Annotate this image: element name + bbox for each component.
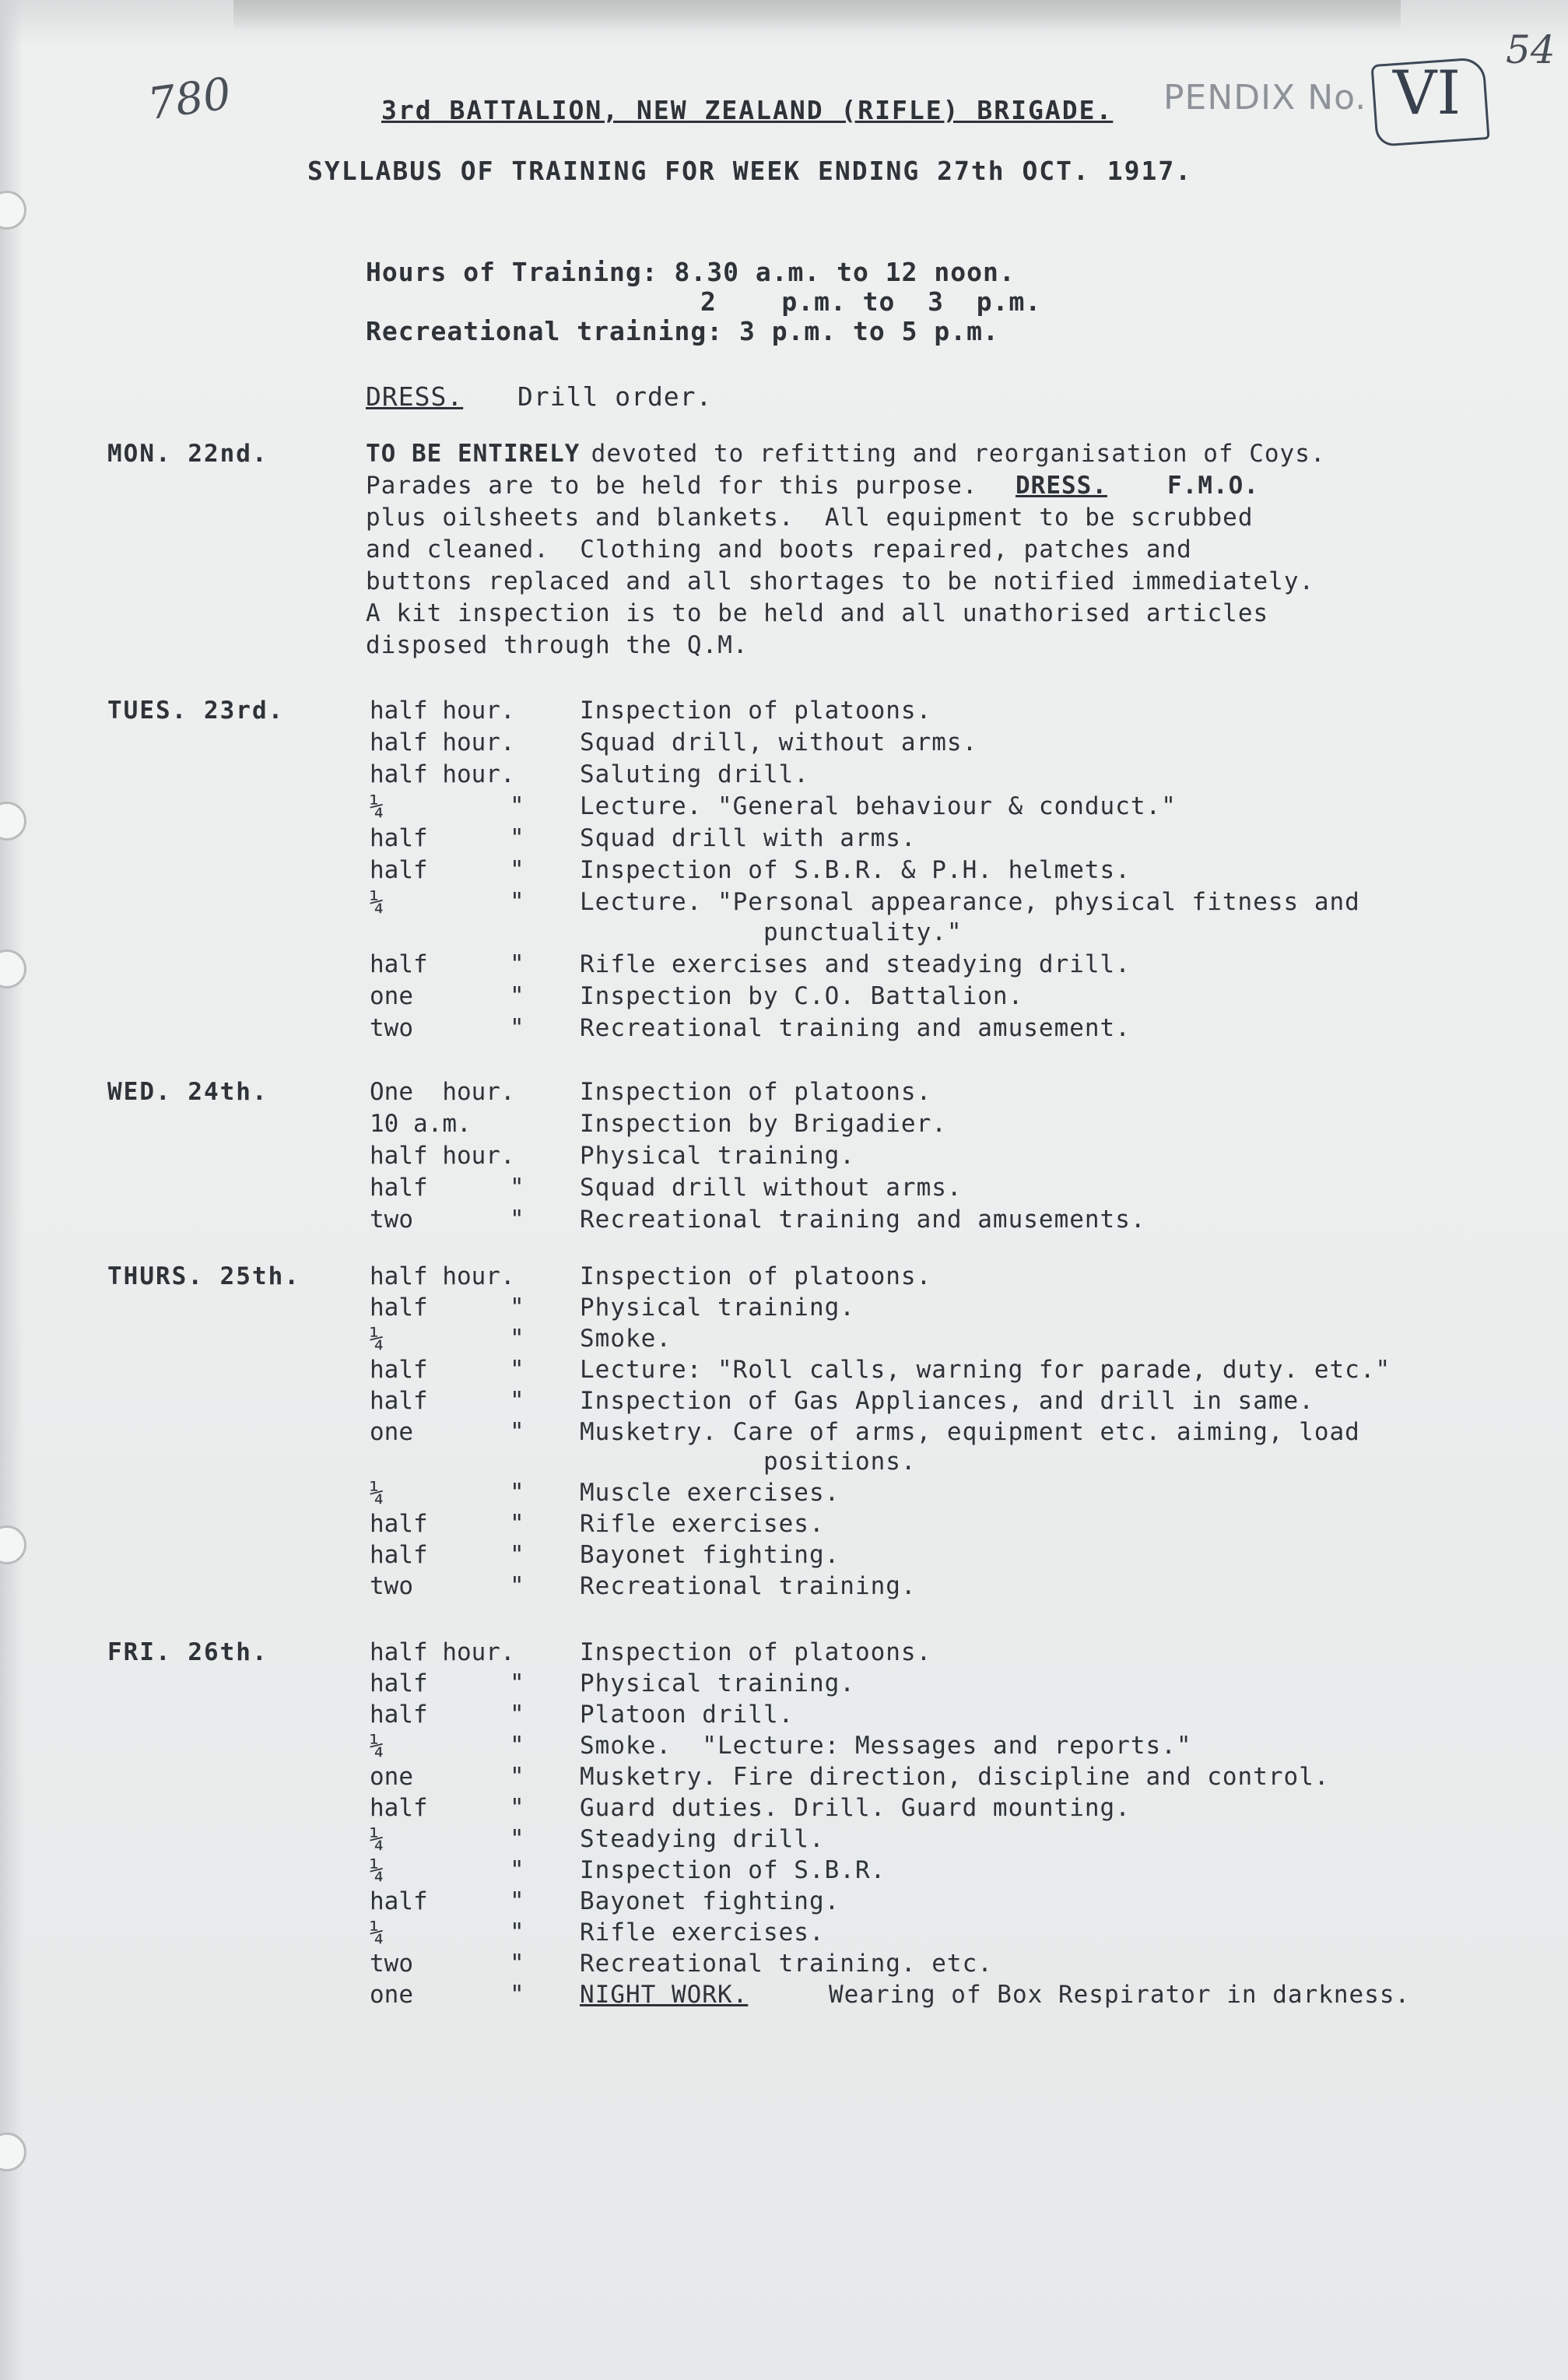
ditto-mark: " (510, 1701, 524, 1729)
activity: Steadying drill. (580, 1825, 825, 1853)
duration: one (370, 1763, 413, 1791)
activity: Inspection of platoons. (580, 1262, 932, 1290)
activity: Inspection of platoons. (580, 1638, 932, 1666)
monday-line: plus oilsheets and blankets. All equipment to be scrubbed (366, 504, 1254, 532)
ditto-mark: " (510, 1387, 524, 1415)
monday-line: A kit inspection is to be held and all unathorised articles (366, 599, 1269, 627)
ditto-mark: " (510, 824, 524, 852)
day-friday: FRI. 26th. (107, 1638, 268, 1666)
activity: Physical training. (580, 1669, 855, 1697)
activity: Inspection by Brigadier. (580, 1110, 947, 1138)
activity: Wearing of Box Respirator in darkness. (829, 1981, 1411, 2009)
duration: half hour. (370, 760, 515, 788)
ditto-mark: " (510, 888, 524, 916)
ditto-mark: " (510, 1732, 524, 1760)
duration: half (370, 1794, 428, 1822)
ditto-mark: " (510, 1174, 524, 1202)
activity: Inspection by C.O. Battalion. (580, 982, 1024, 1010)
monday-line: buttons replaced and all shortages to be notified immediately. (366, 567, 1315, 595)
monday-lead: TO BE ENTIRELY (366, 440, 581, 468)
activity: Musketry. Fire direction, discipline and control. (580, 1763, 1330, 1791)
duration: half hour. (370, 697, 515, 725)
page-subtitle: SYLLABUS OF TRAINING FOR WEEK ENDING 27th OCT. 1917. (307, 156, 1193, 186)
duration: ¼ (370, 1479, 384, 1507)
duration: half (370, 1510, 428, 1538)
duration: two (370, 1014, 413, 1042)
activity: Smoke. "Lecture: Messages and reports." (580, 1732, 1192, 1760)
duration: ¼ (370, 1918, 384, 1946)
top-shadow-band (233, 0, 1401, 31)
duration: half (370, 950, 428, 978)
activity: Inspection of platoons. (580, 697, 932, 725)
duration: half hour. (370, 1638, 515, 1666)
activity: Inspection of S.B.R. (580, 1856, 886, 1884)
ditto-mark: " (510, 1794, 524, 1822)
duration: ¼ (370, 1732, 384, 1760)
activity: Squad drill with arms. (580, 824, 917, 852)
ditto-mark: " (510, 1981, 524, 2009)
duration: one (370, 1418, 413, 1446)
activity: Lecture. "General behaviour & conduct." (580, 792, 1177, 820)
activity: Muscle exercises. (580, 1479, 840, 1507)
ditto-mark: " (510, 1356, 524, 1384)
duration: half (370, 1701, 428, 1729)
activity: Physical training. (580, 1142, 855, 1170)
ditto-mark: " (510, 1669, 524, 1697)
ditto-mark: " (510, 1541, 524, 1569)
activity: Lecture. "Personal appearance, physical fitness and (580, 888, 1360, 916)
ditto-mark: " (510, 1479, 524, 1507)
duration: ¼ (370, 888, 384, 916)
ditto-mark: " (510, 1856, 524, 1884)
activity: Recreational training. etc. (580, 1950, 993, 1978)
activity: Bayonet fighting. (580, 1887, 840, 1915)
duration: One hour. (370, 1078, 515, 1106)
hours-line-3: Recreational training: 3 p.m. to 5 p.m. (366, 316, 999, 346)
activity: Rifle exercises. (580, 1510, 825, 1538)
activity: Saluting drill. (580, 760, 809, 788)
ditto-mark: " (510, 1294, 524, 1322)
ditto-mark: " (510, 982, 524, 1010)
activity: Musketry. Care of arms, equipment etc. aiming, load (580, 1418, 1360, 1446)
activity: Squad drill, without arms. (580, 728, 978, 756)
ditto-mark: " (510, 1325, 524, 1353)
monday-line: disposed through the Q.M. (366, 631, 749, 659)
monday-line: Parades are to be held for this purpose. (366, 472, 978, 500)
duration: half (370, 1294, 428, 1322)
activity: Recreational training. (580, 1572, 917, 1600)
activity: Lecture: "Roll calls, warning for parade, duty. etc." (580, 1356, 1391, 1384)
ditto-mark: " (510, 1014, 524, 1042)
ditto-mark: " (510, 1918, 524, 1946)
duration: one (370, 982, 413, 1010)
activity: Recreational training and amusements. (580, 1206, 1146, 1234)
duration: half (370, 824, 428, 852)
ditto-mark: " (510, 1825, 524, 1853)
day-thursday: THURS. 25th. (107, 1262, 300, 1290)
activity: positions. (580, 1448, 917, 1476)
dress-text: Drill order. (517, 381, 713, 412)
monday-dress-text: F.M.O. (1167, 472, 1259, 500)
duration: ¼ (370, 792, 384, 820)
activity: Physical training. (580, 1294, 855, 1322)
activity: Inspection of Gas Appliances, and drill in same. (580, 1387, 1314, 1415)
duration: two (370, 1572, 413, 1600)
activity: Squad drill without arms. (580, 1174, 963, 1202)
activity: Inspection of platoons. (580, 1078, 932, 1106)
activity: Bayonet fighting. (580, 1541, 840, 1569)
activity: Rifle exercises. (580, 1918, 825, 1946)
duration: half (370, 856, 428, 884)
monday-dress-label: DRESS. (1016, 472, 1107, 500)
ditto-mark: " (510, 1418, 524, 1446)
duration: one (370, 1981, 413, 2009)
duration: half (370, 1541, 428, 1569)
duration: half (370, 1387, 428, 1415)
duration: half (370, 1174, 428, 1202)
left-margin-shadow (0, 0, 23, 2380)
duration: half (370, 1669, 428, 1697)
activity: Guard duties. Drill. Guard mounting. (580, 1794, 1131, 1822)
ditto-mark: " (510, 1763, 524, 1791)
day-tuesday: TUES. 23rd. (107, 697, 285, 725)
folio-number-left: 780 (144, 68, 234, 131)
duration: two (370, 1950, 413, 1978)
activity: Smoke. (580, 1325, 672, 1353)
ditto-mark: " (510, 1572, 524, 1600)
ditto-mark: " (510, 1510, 524, 1538)
activity: Rifle exercises and steadying drill. (580, 950, 1131, 978)
ditto-mark: " (510, 792, 524, 820)
duration: half (370, 1356, 428, 1384)
night-work-label: NIGHT WORK. (580, 1981, 749, 2009)
activity: punctuality." (580, 918, 963, 946)
appendix-number: VI (1393, 58, 1461, 128)
activity: Recreational training and amusement. (580, 1014, 1131, 1042)
monday-line: and cleaned. Clothing and boots repaired, patches and (366, 535, 1192, 563)
monday-line: devoted to refitting and reorganisation of Coys. (576, 440, 1326, 468)
appendix-stamp-label: PENDIX No. (1163, 78, 1367, 118)
duration: 10 a.m. (370, 1110, 472, 1138)
duration: half hour. (370, 1262, 515, 1290)
folio-number-right: 54 (1506, 27, 1556, 72)
activity: Inspection of S.B.R. & P.H. helmets. (580, 856, 1131, 884)
dress-label: DRESS. (366, 381, 464, 412)
duration: half (370, 1887, 428, 1915)
duration: ¼ (370, 1825, 384, 1853)
day-wednesday: WED. 24th. (107, 1078, 268, 1106)
duration: half hour. (370, 1142, 515, 1170)
duration: ¼ (370, 1325, 384, 1353)
ditto-mark: " (510, 950, 524, 978)
hours-line-1: Hours of Training: 8.30 a.m. to 12 noon. (366, 257, 1016, 287)
activity: Platoon drill. (580, 1701, 795, 1729)
ditto-mark: " (510, 1887, 524, 1915)
ditto-mark: " (510, 856, 524, 884)
hours-line-2: 2 p.m. to 3 p.m. (700, 286, 1042, 317)
duration: two (370, 1206, 413, 1234)
ditto-mark: " (510, 1206, 524, 1234)
duration: ¼ (370, 1856, 384, 1884)
duration: half hour. (370, 728, 515, 756)
ditto-mark: " (510, 1950, 524, 1978)
day-monday: MON. 22nd. (107, 440, 268, 468)
page-title: 3rd BATTALION, NEW ZEALAND (RIFLE) BRIGADE. (381, 95, 1114, 125)
